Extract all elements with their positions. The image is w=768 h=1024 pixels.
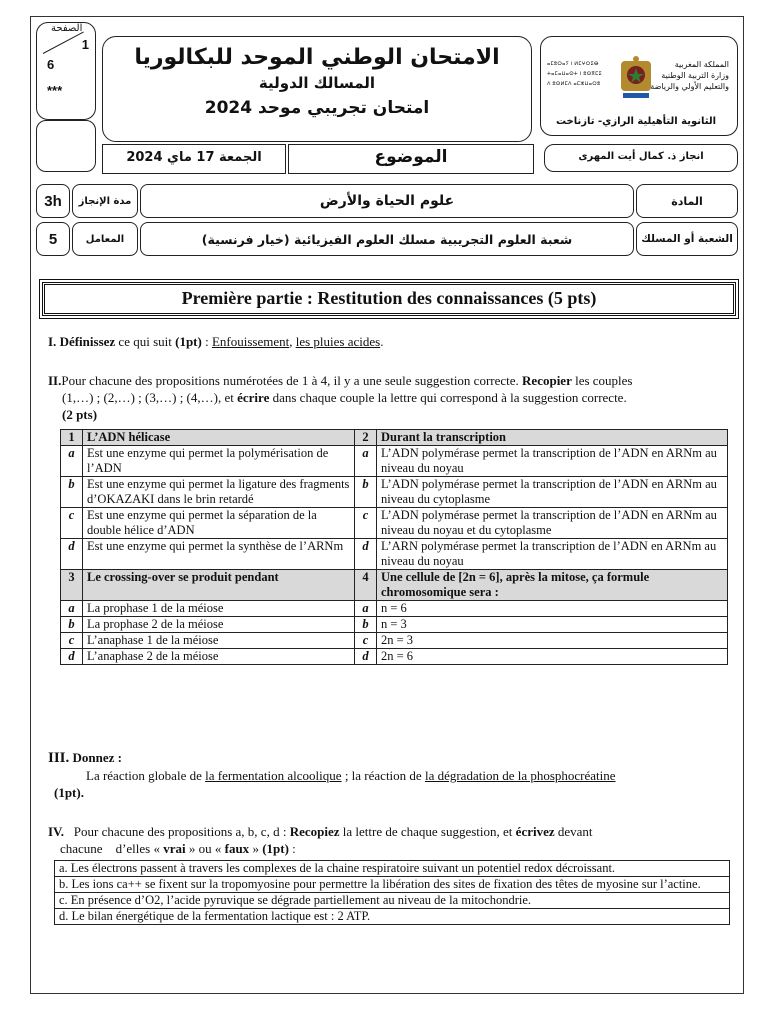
branch-name: شعبة العلوم التجريبية مسلك العلوم الفيزيائية (خيار فرنسية): [140, 222, 634, 256]
option-letter: 1: [61, 430, 83, 446]
subject-name: علوم الحياة والأرض: [140, 184, 634, 218]
option-letter: d: [61, 539, 83, 570]
duration-value: 3h: [36, 184, 70, 218]
option-text: Est une enzyme qui permet la polymérisation de l’ADN: [83, 446, 355, 477]
stars-mark: ***: [47, 83, 63, 98]
coefficient-row: [36, 222, 738, 256]
option-letter: c: [355, 508, 377, 539]
option-letter: c: [61, 508, 83, 539]
option-text: Est une enzyme qui permet la synthèse de l’ARNm: [83, 539, 355, 570]
option-text: Une cellule de [2n = 6], après la mitose, ça formule chromosomique sera :: [377, 570, 728, 601]
option-letter: c: [355, 633, 377, 649]
option-letter: b: [61, 477, 83, 508]
question-3: III. Donnez : La réaction globale de la fermentation alcoolique ; la réaction de la dégradation de la phosphocréatine (1pt).: [48, 750, 616, 800]
table-row: [61, 446, 728, 477]
author-name: انجاز ذ. كمال أيت المهرى: [544, 144, 738, 172]
duration-label: مدة الإنجاز: [72, 184, 138, 218]
part-title: Première partie : Restitution des connaissances (5 pts): [42, 282, 736, 316]
table-row: [61, 508, 728, 539]
matter-label: المادة: [636, 184, 738, 218]
tf-item: d. Le bilan énergétique de la fermentation lactique est : 2 ATP.: [55, 909, 730, 925]
option-text: L’ADN polymérase permet la transcription de l’ADN en ARNm au niveau du cytoplasme: [377, 477, 728, 508]
question-4: IV. Pour chacune des propositions a, b, c, d : Recopiez la lettre de chaque suggestion, et écrivez devant chacune d’elles « vrai » ou « faux » (1pt) :: [48, 824, 593, 856]
table-row: [61, 633, 728, 649]
subject-label: الموضوع: [288, 144, 534, 174]
coefficient-value: 5: [36, 222, 70, 256]
school-name: الثانوية التأهيلية الرازي- تازناخت: [555, 116, 717, 127]
option-text: Durant la transcription: [377, 430, 728, 446]
tf-item: b. Les ions ca++ se fixent sur la tropomyosine pour permettre la libération des sites de fixation des têtes de myosine sur l’actine.: [55, 877, 730, 893]
tf-item: c. En présence d’O2, l’acide pyruvique se dégrade partiellement au niveau de la mitochondrie.: [55, 893, 730, 909]
option-text: n = 3: [377, 617, 728, 633]
option-letter: 3: [61, 570, 83, 601]
option-text: L’anaphase 1 de la méiose: [83, 633, 355, 649]
question-1: I. Définissez ce qui suit (1pt) : Enfouissement, les pluies acides.: [48, 334, 384, 349]
page-total: 6: [47, 57, 55, 72]
option-text: Est une enzyme qui permet la ligature des fragments d’OKAZAKI dans le brin retardé: [83, 477, 355, 508]
exam-track: المسالك الدولية: [258, 74, 376, 92]
option-text: n = 6: [377, 601, 728, 617]
option-letter: d: [61, 649, 83, 665]
page-number-box: [36, 22, 96, 120]
option-letter: a: [61, 601, 83, 617]
option-letter: d: [355, 649, 377, 665]
exam-date: الجمعة 17 ماي 2024: [102, 144, 286, 174]
option-letter: 4: [355, 570, 377, 601]
option-letter: d: [355, 539, 377, 570]
question-2: II.Pour chacune des propositions numérotées de 1 à 4, il y a une seule suggestion correcte. Recopier les couples (1,…) ; (2,…) ; (3,…) ; (4,…), et écrire dans chaque couple la lettre qui correspond à la suggestion correcte. (2 pts): [48, 373, 633, 422]
option-text: L’ADN polymérase permet la transcription de l’ADN en ARNm au niveau du noyau et du cytoplasme: [377, 508, 728, 539]
exam-name: امتحان تجريبي موحد 2024: [204, 98, 430, 118]
option-letter: a: [355, 446, 377, 477]
divider: [43, 31, 84, 53]
option-letter: a: [355, 601, 377, 617]
table-row: [61, 539, 728, 570]
table-header-row: [61, 430, 728, 446]
logo-tifinagh-text: ⴰⵎⵓⵔⴰⵢ ⵏ ⵍⵎⵖⵔⵉⴱ ⵜⴰⵎⴰⵡⴰⵙⵜ ⵏ ⵓⵙⴳⵎⵉ ⴷ ⵓⵙⵍⵎⴷ ⴰⵎⵣⵡⴰⵔⵓ: [547, 61, 603, 87]
duration-row: [36, 184, 738, 218]
option-letter: b: [61, 617, 83, 633]
option-letter: c: [61, 633, 83, 649]
option-letter: 2: [355, 430, 377, 446]
table-row: [61, 649, 728, 665]
option-text: Est une enzyme qui permet la séparation de la double hélice d’ADN: [83, 508, 355, 539]
table-row: [61, 617, 728, 633]
option-text: 2n = 3: [377, 633, 728, 649]
table-row: [61, 601, 728, 617]
option-text: La prophase 1 de la méiose: [83, 601, 355, 617]
option-letter: b: [355, 617, 377, 633]
page-label: الصفحة: [51, 23, 83, 34]
blank-box: [36, 120, 96, 172]
exam-title: الامتحان الوطني الموحد للبكالوريا: [134, 45, 500, 70]
ministry-logo-box: [540, 36, 738, 136]
option-text: L’ARN polymérase permet la transcription de l’ADN en ARNm au niveau du noyau: [377, 539, 728, 570]
option-text: L’anaphase 2 de la méiose: [83, 649, 355, 665]
option-text: 2n = 6: [377, 649, 728, 665]
coefficient-label: المعامل: [72, 222, 138, 256]
true-false-table: [54, 860, 730, 925]
option-letter: a: [61, 446, 83, 477]
table-header-row: [61, 570, 728, 601]
page-number: 1: [81, 37, 89, 52]
option-text: L’ADN polymérase permet la transcription de l’ADN en ARNm au niveau du noyau: [377, 446, 728, 477]
option-text: La prophase 2 de la méiose: [83, 617, 355, 633]
option-text: L’ADN hélicase: [83, 430, 355, 446]
option-letter: b: [355, 477, 377, 508]
option-text: Le crossing-over se produit pendant: [83, 570, 355, 601]
table-row: [61, 477, 728, 508]
tf-item: a. Les électrons passent à travers les complexes de la chaine respiratoire suivant un potentiel redox décroissant.: [55, 861, 730, 877]
logo-arabic-text: المملكة المغربية وزارة التربية الوطنية والتعليم الأولي والرياضة: [650, 60, 729, 91]
exam-title-box: [102, 36, 532, 142]
mcq-table: [60, 429, 728, 665]
branch-label: الشعبة أو المسلك: [636, 222, 738, 256]
